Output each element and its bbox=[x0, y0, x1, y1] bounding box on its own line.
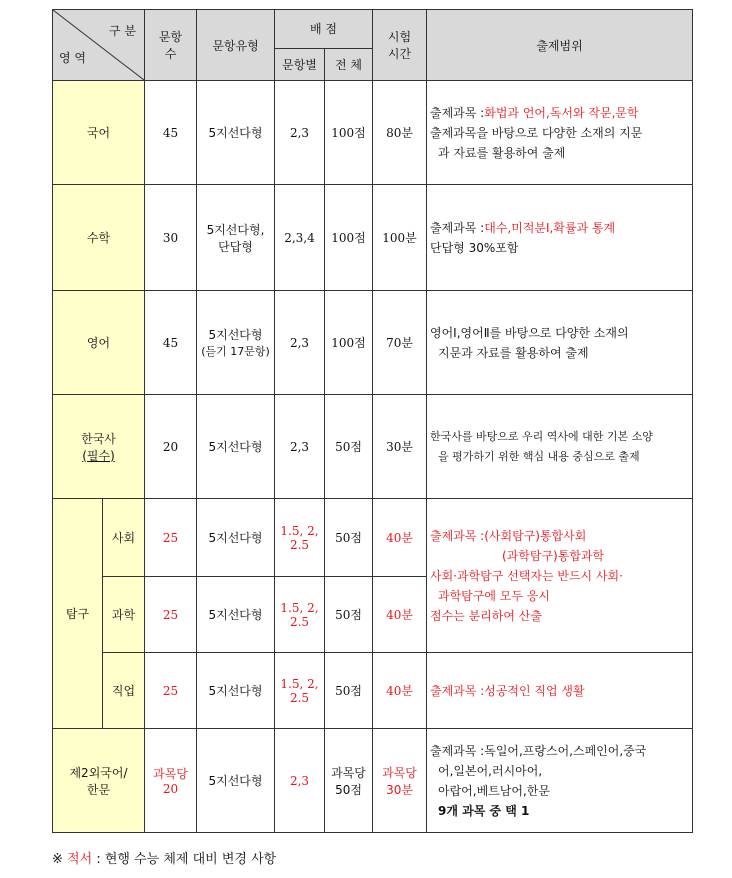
each-math: 2,3,4 bbox=[275, 185, 325, 291]
area-required: (필수) bbox=[82, 448, 115, 463]
count-math: 30 bbox=[145, 185, 197, 291]
count-social: 25 bbox=[145, 499, 197, 577]
count-job: 25 bbox=[145, 653, 197, 729]
scope-foreign bbox=[427, 729, 693, 833]
time-foreign: 과목당 30분 bbox=[373, 729, 427, 833]
each-foreign: 2,3 bbox=[275, 729, 325, 833]
scope-line: 지문과 자료를 활용하여 출제 bbox=[438, 345, 589, 360]
header-corner bbox=[53, 10, 145, 81]
note-red-label: 적서 bbox=[67, 852, 93, 867]
row-inquiry-social bbox=[53, 499, 693, 577]
count-korean: 45 bbox=[145, 81, 197, 185]
scope-line: 9개 과목 중 택 1 bbox=[438, 803, 530, 818]
sub-area-science: 과학 bbox=[103, 577, 145, 653]
scope-line: 영어Ⅰ,영어Ⅱ를 바탕으로 다양한 소재의 bbox=[430, 325, 629, 340]
area-english: 영어 bbox=[53, 291, 145, 395]
row-history bbox=[53, 395, 693, 499]
each-science: 1.5, 2, 2.5 bbox=[275, 577, 325, 653]
total-math: 100점 bbox=[325, 185, 373, 291]
scope-korean bbox=[427, 81, 693, 185]
scope-line: 단답형 30%포함 bbox=[430, 240, 519, 255]
header-corner-top: 구 분 bbox=[109, 24, 136, 38]
time-job: 40분 bbox=[373, 653, 427, 729]
header-type: 문항유형 bbox=[197, 10, 275, 81]
row-foreign bbox=[53, 729, 693, 833]
each-social: 1.5, 2, 2.5 bbox=[275, 499, 325, 577]
total-social: 50점 bbox=[325, 499, 373, 577]
time-english: 70분 bbox=[373, 291, 427, 395]
scope-english bbox=[427, 291, 693, 395]
header-score-each: 문항별 bbox=[275, 48, 325, 80]
scope-inquiry bbox=[427, 499, 693, 653]
scope-line: 과 자료를 활용하여 출제 bbox=[438, 145, 566, 160]
scope-line: 점수는 분리하여 산출 bbox=[430, 608, 542, 623]
note-text: : 현행 수능 체제 대비 변경 사항 bbox=[96, 852, 277, 867]
total-job: 50점 bbox=[325, 653, 373, 729]
header-corner-bottom: 영 역 bbox=[59, 51, 86, 65]
row-inquiry-job bbox=[53, 653, 693, 729]
total-science: 50점 bbox=[325, 577, 373, 653]
footnote bbox=[52, 848, 276, 867]
type-english bbox=[197, 291, 275, 395]
type-sub: (듣기 17문항) bbox=[201, 345, 270, 358]
scope-line: 을 평가하기 위한 핵심 내용 중심으로 출제 bbox=[438, 449, 640, 463]
row-math bbox=[53, 185, 693, 291]
scope-line: 출제과목을 바탕으로 다양한 소재의 지문 bbox=[430, 125, 643, 140]
area-history bbox=[53, 395, 145, 499]
total-korean: 100점 bbox=[325, 81, 373, 185]
scope-changed: 대수,미적분I,확률과 통계 bbox=[484, 220, 616, 235]
scope-prefix: 출제과목 : bbox=[430, 105, 485, 120]
type-label: 5지선다형 bbox=[208, 328, 263, 342]
type-social: 5지선다형 bbox=[197, 499, 275, 577]
scope-math bbox=[427, 185, 693, 291]
count-english: 45 bbox=[145, 291, 197, 395]
scope-line: (과학탐구)통합과학 bbox=[502, 548, 605, 563]
area-foreign: 제2외국어/ 한문 bbox=[53, 729, 145, 833]
scope-prefix: 출제과목 : bbox=[430, 220, 485, 235]
area-label: 한국사 bbox=[81, 431, 116, 446]
each-korean: 2,3 bbox=[275, 81, 325, 185]
count-science: 25 bbox=[145, 577, 197, 653]
exam-table bbox=[52, 9, 693, 833]
total-history: 50점 bbox=[325, 395, 373, 499]
scope-line: 사회·과학탐구 선택자는 반드시 사회· bbox=[430, 568, 623, 583]
header-count: 문항 수 bbox=[145, 10, 197, 81]
each-job: 1.5, 2, 2.5 bbox=[275, 653, 325, 729]
time-science: 40분 bbox=[373, 577, 427, 653]
scope-changed: 화법과 언어,독서와 작문,문학 bbox=[484, 105, 639, 120]
total-english: 100점 bbox=[325, 291, 373, 395]
area-inquiry: 탐구 bbox=[53, 499, 103, 729]
scope-job: 출제과목 :성공적인 직업 생활 bbox=[427, 653, 693, 729]
time-social: 40분 bbox=[373, 499, 427, 577]
type-foreign: 5지선다형 bbox=[197, 729, 275, 833]
total-foreign: 과목당 50점 bbox=[325, 729, 373, 833]
time-korean: 80분 bbox=[373, 81, 427, 185]
type-korean: 5지선다형 bbox=[197, 81, 275, 185]
header-score-total: 전 체 bbox=[325, 48, 373, 80]
time-math: 100분 bbox=[373, 185, 427, 291]
scope-history bbox=[427, 395, 693, 499]
header-time: 시험 시간 bbox=[373, 10, 427, 81]
row-english bbox=[53, 291, 693, 395]
type-history: 5지선다형 bbox=[197, 395, 275, 499]
type-math: 5지선다형, 단답형 bbox=[197, 185, 275, 291]
row-korean bbox=[53, 81, 693, 185]
scope-line: 한국사를 바탕으로 우리 역사에 대한 기본 소양 bbox=[430, 429, 653, 443]
count-history: 20 bbox=[145, 395, 197, 499]
each-english: 2,3 bbox=[275, 291, 325, 395]
note-mark: ※ bbox=[52, 852, 63, 867]
sub-area-social: 사회 bbox=[103, 499, 145, 577]
header-score: 배 점 bbox=[275, 10, 373, 49]
header-scope: 출제범위 bbox=[427, 10, 693, 81]
time-history: 30분 bbox=[373, 395, 427, 499]
count-foreign: 과목당 20 bbox=[145, 729, 197, 833]
scope-line: 아랍어,베트남어,한문 bbox=[438, 783, 550, 798]
scope-line: 출제과목 :(사회탐구)통합사회 bbox=[430, 528, 587, 543]
scope-line: 출제과목 :독일어,프랑스어,스페인어,중국 bbox=[430, 743, 647, 758]
scope-line: 과학탐구에 모두 응시 bbox=[438, 588, 550, 603]
each-history: 2,3 bbox=[275, 395, 325, 499]
type-job: 5지선다형 bbox=[197, 653, 275, 729]
type-science: 5지선다형 bbox=[197, 577, 275, 653]
area-math: 수학 bbox=[53, 185, 145, 291]
scope-line: 어,일본어,러시아어, bbox=[438, 763, 543, 778]
area-korean: 국어 bbox=[53, 81, 145, 185]
sub-area-job: 직업 bbox=[103, 653, 145, 729]
